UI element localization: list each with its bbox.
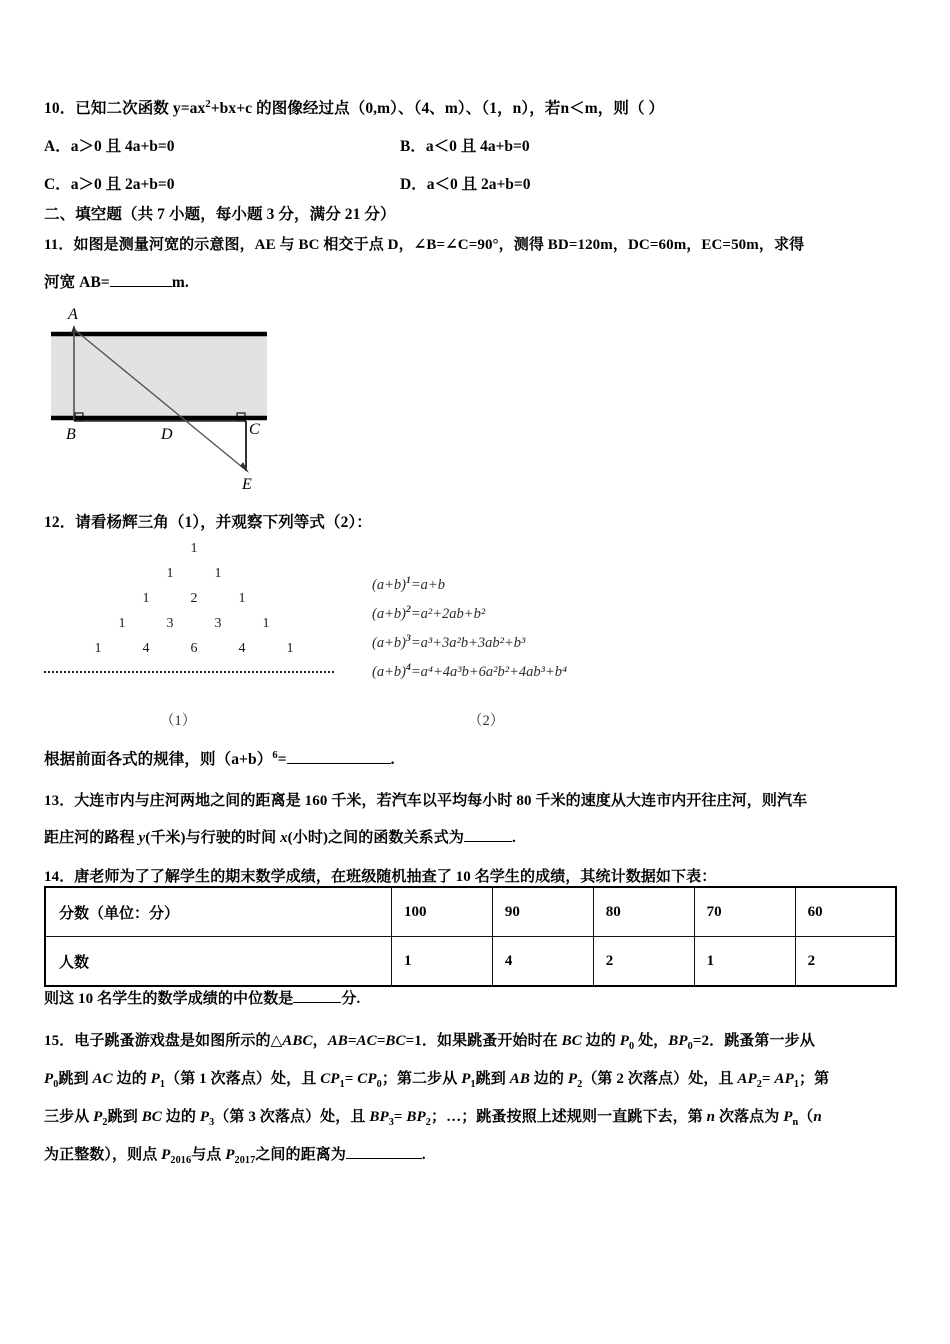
q15-l3-c: 边的 <box>161 1109 200 1125</box>
q15-answer-blank[interactable] <box>346 1158 422 1159</box>
q15-l1-e: 处， <box>634 1033 669 1049</box>
q15-l2-i: （第 2 次落点）处，且 <box>582 1071 738 1087</box>
q10-option-b[interactable] <box>400 134 530 156</box>
q15-var-n: n <box>706 1109 716 1125</box>
q15-bp2-sub: 2 <box>425 1117 431 1128</box>
q14-closing-prefix: 则这 10 名学生的数学成绩的中位数是 <box>44 991 294 1007</box>
q15-bp3: BP <box>369 1109 389 1125</box>
pascal-triangle <box>44 536 344 661</box>
q15-point-pn: P <box>783 1109 793 1125</box>
question-14-stem: 14．唐老师为了了解学生的期末数学成绩，在班级随机抽查了 10 名学生的成绩，其统计数据如下表： <box>44 869 717 885</box>
q15-l2-d: （第 1 次落点）处，且 <box>165 1071 321 1087</box>
binomial-line-4 <box>372 653 567 682</box>
q15-side-bc: BC <box>561 1033 582 1049</box>
q10-option-a-key: A． <box>44 138 71 155</box>
q10-option-c-text: a＞0 且 2a+b=0 <box>70 176 175 193</box>
q15-point-p2016: P <box>161 1147 171 1163</box>
river-band-fill <box>51 334 267 418</box>
q13-answer-blank[interactable] <box>464 841 512 842</box>
q15-cp1: CP <box>320 1071 340 1087</box>
q15-cp0: CP <box>357 1071 377 1087</box>
table-cell-count: 1 <box>392 937 493 987</box>
q10-stem-rest: +bx+c 的图像经过点（0,m）、（4、m）、（1，n），若n＜m，则（ ） <box>210 100 665 118</box>
river-diagram-svg <box>44 303 324 493</box>
binomial-exponent: 3 <box>405 633 411 644</box>
river-label-d: D <box>161 426 173 443</box>
figure-label-1: （1） <box>160 713 197 729</box>
q15-point-pn-sub: n <box>792 1117 799 1128</box>
q12-answer-blank[interactable] <box>287 763 391 764</box>
river-label-a: A <box>68 306 78 323</box>
table-row-header-score: 分数（单位：分） <box>45 887 392 937</box>
q10-option-b-text: a＜0 且 4a+b=0 <box>425 138 530 155</box>
q10-option-a-text: a＞0 且 4a+b=0 <box>70 138 175 155</box>
q15-l3-d: （第 3 次落点）处，且 <box>214 1109 370 1125</box>
pascal-cell: 1 <box>286 641 294 656</box>
q15-point-p1: P <box>150 1071 160 1087</box>
q15-l4-end: . <box>421 1147 426 1163</box>
q15-l2-h: 边的 <box>529 1071 568 1087</box>
q15-point-p3: P <box>199 1109 210 1125</box>
q13-var-x: x <box>280 830 288 846</box>
q15-l3-a: 三步从 <box>44 1109 94 1125</box>
pascal-cell: 2 <box>190 591 198 606</box>
table-row-counts <box>45 937 896 987</box>
question-14-closing <box>44 988 360 1011</box>
q15-side-ab: AB <box>509 1071 530 1087</box>
q12-closing-exponent: 6 <box>272 750 278 761</box>
q13-var-y: y <box>138 830 146 846</box>
question-13-line2 <box>44 827 516 850</box>
pascal-cell: 3 <box>214 616 222 631</box>
binomial-exponent: 1 <box>405 575 411 586</box>
q14-closing-suffix: 分. <box>341 991 361 1007</box>
q11-answer-suffix: m. <box>171 274 189 291</box>
q15-l2-j: = <box>761 1071 775 1087</box>
q15-point-p2017-sub: 2017 <box>234 1155 256 1166</box>
q15-point-p3-sub: 3 <box>209 1117 215 1128</box>
q11-answer-blank[interactable] <box>110 286 172 287</box>
q15-l2-b: 跳到 <box>58 1071 93 1087</box>
binomial-lhs: (a+b) <box>372 634 406 651</box>
q15-l2-e: = <box>344 1071 358 1087</box>
q13-text-b: (千米)与行驶的时间 <box>145 830 281 846</box>
score-distribution-table <box>44 886 897 987</box>
table-cell-score: 100 <box>392 887 493 937</box>
q15-l1-c: =1．如果跳蚤开始时在 <box>405 1033 562 1049</box>
q15-point-p0-sub: 0 <box>629 1041 635 1052</box>
q15-point-p2-sub: 2 <box>577 1079 583 1090</box>
q15-l1-f: =2．跳蚤第一步从 <box>692 1033 815 1049</box>
q10-stem-exponent: 2 <box>205 99 211 110</box>
q15-l2-p0: P <box>44 1071 54 1087</box>
q15-point-p1-sub: 1 <box>159 1079 166 1090</box>
q15-ap2: AP <box>737 1071 757 1087</box>
q15-point-p2016-sub: 2016 <box>170 1155 192 1166</box>
q15-l3-f: ；…；跳蚤按照上述规则一直跳下去，第 <box>431 1109 707 1125</box>
binomial-exponent: 2 <box>405 604 411 615</box>
pascal-cell: 6 <box>190 641 198 656</box>
pascal-cell: 4 <box>142 641 150 656</box>
q15-l3-e: = <box>393 1109 407 1125</box>
q15-cp0-sub: 0 <box>376 1079 382 1090</box>
binomial-rhs: =a⁴+4a³b+6a²b²+4ab³+b⁴ <box>410 663 568 680</box>
binomial-rhs: =a+b <box>410 576 445 593</box>
question-11-line2 <box>44 271 189 294</box>
q15-ap2-sub: 2 <box>756 1079 762 1090</box>
pascal-continuation-dots <box>44 668 334 673</box>
q10-option-d[interactable] <box>400 172 531 194</box>
binomial-lhs: (a+b) <box>372 576 406 593</box>
q15-l2-c: 边的 <box>112 1071 151 1087</box>
question-15-line3 <box>44 1106 822 1130</box>
table-cell-score: 80 <box>593 887 694 937</box>
q12-closing-suffix: . <box>390 751 395 769</box>
pascal-cell: 4 <box>238 641 246 656</box>
table-cell-score: 70 <box>694 887 795 937</box>
q15-bp2: BP <box>406 1109 426 1125</box>
q10-option-d-key: D． <box>400 176 427 193</box>
pascal-row-4 <box>44 611 344 636</box>
q10-option-a[interactable] <box>44 134 175 156</box>
binomial-line-1 <box>372 566 567 595</box>
pascal-row-2 <box>44 561 344 586</box>
q15-l3-g: 次落点为 <box>715 1109 784 1125</box>
table-row-header-count: 人数 <box>45 937 392 987</box>
q10-option-c-key: C． <box>44 176 71 193</box>
q15-l4-c: 之间的距离为 <box>255 1147 346 1163</box>
q15-ap1-sub: 1 <box>793 1079 800 1090</box>
arrowhead-e <box>240 462 249 473</box>
q15-l3-p2-sub: 2 <box>102 1117 108 1128</box>
pascal-cell: 1 <box>190 541 198 556</box>
q15-ap1: AP <box>774 1071 794 1087</box>
q10-option-d-text: a＜0 且 2a+b=0 <box>426 176 531 193</box>
q15-side-ac: AC <box>92 1071 113 1087</box>
q10-option-c[interactable] <box>44 172 175 194</box>
binomial-rhs: =a³+3a²b+3ab²+b³ <box>410 634 526 651</box>
pascal-row-3 <box>44 586 344 611</box>
q15-bp3-sub: 3 <box>388 1117 394 1128</box>
binomial-line-2 <box>372 595 567 624</box>
table-cell-count: 1 <box>694 937 795 987</box>
q15-l1-a: 15．电子跳蚤游戏盘是如图所示的△ <box>44 1033 283 1049</box>
q15-l2-g: 跳到 <box>475 1071 510 1087</box>
question-15-line4 <box>44 1144 426 1168</box>
question-15-line1 <box>44 1030 815 1054</box>
question-11-line1: 11．如图是测量河宽的示意图，AE 与 BC 相交于点 D，∠B=∠C=90°，测得 BD=120m，DC=60m，EC=50m，求得 <box>44 237 805 253</box>
pascal-cell: 1 <box>214 566 222 581</box>
table-cell-score: 60 <box>795 887 896 937</box>
q15-l3-b: 跳到 <box>107 1109 142 1125</box>
question-15-line2 <box>44 1068 829 1092</box>
pascal-cell: 1 <box>262 616 270 631</box>
binomial-lhs: (a+b) <box>372 663 406 680</box>
q15-triangle-abc: ABC <box>282 1033 313 1049</box>
q15-l2-p1b-sub: 1 <box>470 1079 476 1090</box>
q15-cp1-sub: 1 <box>339 1079 345 1090</box>
pascal-cell: 3 <box>166 616 174 631</box>
q15-l1-d: 边的 <box>581 1033 620 1049</box>
q15-l4-b: 与点 <box>191 1147 226 1163</box>
q15-point-p2017: P <box>225 1147 235 1163</box>
q15-l1-b: ， <box>312 1033 328 1049</box>
question-13-line1: 13．大连市内与庄河两地之间的距离是 160 千米，若汽车以平均每小时 80 千米的速度从大连市内开往庄河，则汽车 <box>44 793 808 809</box>
table-row-scores <box>45 887 896 937</box>
table-cell-count: 2 <box>593 937 694 987</box>
q15-point-p2: P <box>567 1071 578 1087</box>
q15-l2-k: ；第 <box>799 1071 830 1087</box>
table-cell-count: 2 <box>795 937 896 987</box>
binomial-expansion-list <box>372 566 567 682</box>
pascal-row-1 <box>44 536 344 561</box>
q13-text-c: (小时)之间的函数关系式为 <box>287 830 464 846</box>
q13-text-end: . <box>511 830 516 846</box>
question-12-closing <box>44 748 395 771</box>
binomial-lhs: (a+b) <box>372 605 406 622</box>
river-width-diagram <box>44 303 324 493</box>
pascal-cell: 1 <box>142 591 150 606</box>
question-12-heading: 12．请看杨辉三角（1），并观察下列等式（2）： <box>44 514 372 531</box>
q15-side-equality: AB=AC=BC <box>327 1033 406 1049</box>
q14-answer-blank[interactable] <box>293 1002 341 1003</box>
q12-closing-equals: = <box>277 751 287 769</box>
q15-l3-p2: P <box>93 1109 103 1125</box>
table-cell-count: 4 <box>492 937 593 987</box>
pascal-row-5 <box>44 636 344 661</box>
pascal-cell: 1 <box>118 616 126 631</box>
q10-stem-prefix: 10．已知二次函数 y=ax <box>44 100 206 118</box>
q15-l2-f: ；第二步从 <box>381 1071 462 1087</box>
pascal-cell: 1 <box>166 566 174 581</box>
q15-l4-a: 为正整数），则点 <box>44 1147 162 1163</box>
q15-bp0-sub: 0 <box>687 1041 693 1052</box>
question-10-stem <box>44 97 664 120</box>
q15-l2-p0-sub: 0 <box>53 1079 59 1090</box>
q12-closing-prefix: 根据前面各式的规律，则（a+b） <box>44 751 273 769</box>
binomial-line-3 <box>372 624 567 653</box>
binomial-exponent: 4 <box>405 662 411 673</box>
river-label-b: B <box>66 426 76 443</box>
q10-option-b-key: B． <box>400 138 426 155</box>
q11-answer-prefix: 河宽 AB= <box>44 274 110 291</box>
river-label-c: C <box>249 421 260 438</box>
binomial-rhs: =a²+2ab+b² <box>410 605 486 622</box>
river-label-e: E <box>242 476 252 493</box>
q15-l3-h: （ <box>798 1109 814 1125</box>
q15-l3-bc: BC <box>141 1109 162 1125</box>
pascal-cell: 1 <box>94 641 102 656</box>
q13-text-a: 距庄河的路程 <box>44 830 139 846</box>
q15-l2-p1b: P <box>461 1071 471 1087</box>
q15-bp0: BP <box>668 1033 688 1049</box>
table-cell-score: 90 <box>492 887 593 937</box>
section-2-heading: 二、填空题（共 7 小题，每小题 3 分，满分 21 分） <box>44 206 396 223</box>
q15-point-p0: P <box>619 1033 630 1049</box>
pascal-cell: 1 <box>238 591 246 606</box>
figure-label-2: （2） <box>468 713 505 729</box>
q15-var-n2: n <box>813 1109 822 1125</box>
